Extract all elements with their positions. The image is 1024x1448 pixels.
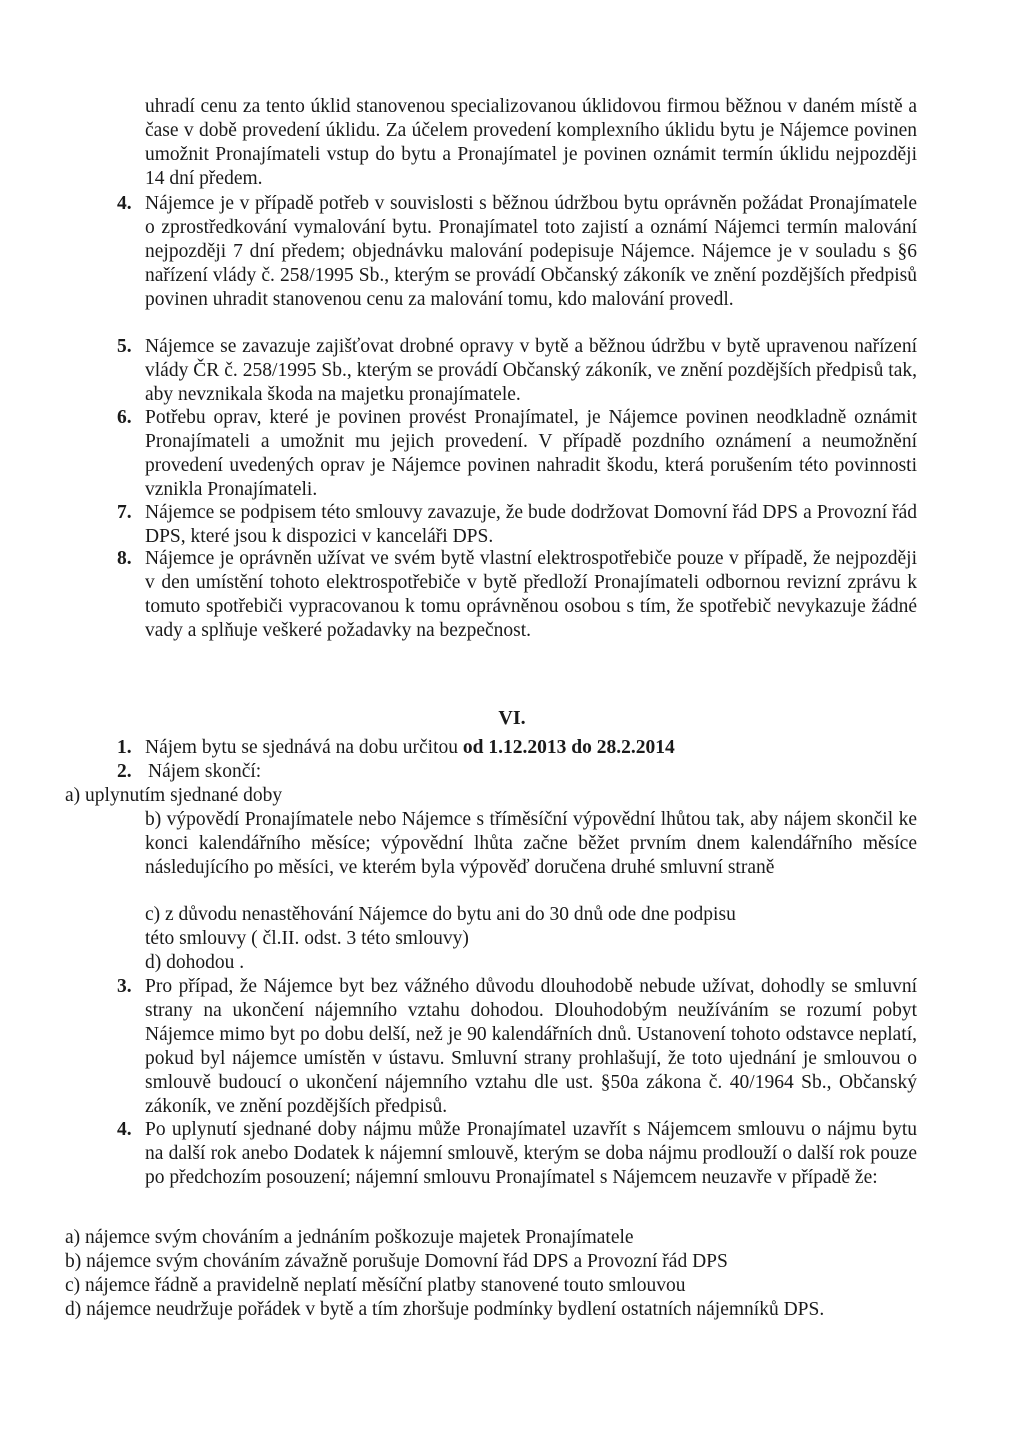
vi-item-1-number: 1. [117, 737, 132, 758]
vi-item-2-text: Nájem skončí: [148, 761, 262, 782]
vi-item-1-lead: Nájem bytu se sjednává na dobu určitou [145, 737, 458, 758]
vi-item-2-c-line1: c) z důvodu nenastěhování Nájemce do bytu ani do 30 dnů ode dne podpisu [145, 904, 736, 925]
vi-item-2-c-line2: této smlouvy ( čl.II. odst. 3 této smlouvy) [145, 928, 469, 949]
item-7-number: 7. [117, 502, 132, 523]
vi-item-2-d: d) dohodou . [145, 952, 245, 973]
vi-item-4-number: 4. [117, 1119, 132, 1140]
vi-item-3-text: Pro případ, že Nájemce byt bez vážného důvodu dlouhodobě nebude užívat, dohodly se smluvní strany na ukončení nájemního vztahu dohodou. Dlouhodobým neužíváním se rozumí pobyt Nájemce mimo byt po dobu delší, než je 90 kalendářních dnů. Ustanovení tohoto odstavce neplatí, pokud byl nájemce umístěn v ústavu. Smluvní strany prohlašují, že toto ujednání je smlouvou o smlouvě budoucí o ukončení nájemního vztahu dle ust. §50a zákona č. 40/1964 Sb., Občanský zákoník, ve znění pozdějších předpisů. [145, 976, 917, 1118]
vi-item-3-number: 3. [117, 976, 132, 997]
item-4-text: Nájemce je v případě potřeb v souvislosti s běžnou údržbou bytu oprávněn požádat Pronajímatele o zprostředkování vymalování bytu. Pronajímatel toto zajistí a oznámí Nájemci termín malování nejpozději 7 dní předem; objednávku malování podepisuje Nájemce. Nájemce je v souladu s §6 nařízení vlády č. 258/1995 Sb., kterým se provádí Občanský zákoník ve znění pozdějších předpisů povinen uhradit stanovenou cenu za malování tomu, kdo malování provedl. [145, 193, 917, 311]
item-7-text: Nájemce se podpisem této smlouvy zavazuje, že bude dodržovat Domovní řád DPS a Provozní řád DPS, které jsou k dispozici v kanceláři DPS. [145, 502, 917, 548]
vi-item-2-b: b) výpovědí Pronajímatele nebo Nájemce s tříměsíční výpovědní lhůtou tak, aby nájem skončil ke konci kalendářního měsíce; výpovědní lhůta začne běžet prvním dnem kalendářního měsíce následujícího po měsíci, ve kterém byla výpověď doručena druhé smluvní straně [145, 809, 917, 879]
item-8-text: Nájemce je oprávněn užívat ve svém bytě vlastní elektrospotřebiče pouze v případě, že nejpozději v den umístění tohoto elektrospotřebiče v bytě předloží Pronajímateli odbornou revizní zprávu k tomuto spotřebiči vypracovanou k tomu oprávněnou osobou s tím, že spotřebič nevykazuje žádné vady a splňuje veškeré požadavky na bezpečnost. [145, 548, 917, 642]
item-5-text: Nájemce se zavazuje zajišťovat drobné opravy v bytě a běžnou údržbu v bytě upravenou nařízení vlády ČR č. 258/1995 Sb., kterým se provádí Občanský zákoník, ve znění pozdějších předpisů tak, aby nevznikala škoda na majetku pronajímatele. [145, 336, 917, 406]
item-8-number: 8. [117, 548, 132, 569]
section-heading-vi: VI. [498, 707, 526, 729]
vi-item-4-text: Po uplynutí sjednané doby nájmu může Pronajímatel uzavřít s Nájemcem smlouvu o nájmu bytu na další rok anebo Dodatek k nájemní smlouvě, kterým se doba nájmu prodlouží o další rok pouze po předchozím posouzení; nájemní smlouvu Pronajímatel s Nájemcem neuzavře v případě že: [145, 1119, 917, 1189]
condition-c: c) nájemce řádně a pravidelně neplatí měsíční platby stanovené touto smlouvou [65, 1275, 686, 1296]
vi-item-1-text [145, 736, 675, 760]
item-4-number: 4. [117, 193, 132, 214]
item-5-number: 5. [117, 336, 132, 357]
vi-item-1-dates: od 1.12.2013 do 28.2.2014 [462, 737, 675, 758]
condition-d: d) nájemce neudržuje pořádek v bytě a tím zhoršuje podmínky bydlení ostatních nájemníků DPS. [65, 1299, 825, 1320]
paragraph-3-continuation: uhradí cenu za tento úklid stanovenou specializovanou úklidovou firmou běžnou v daném místě a čase v době provedení úklidu. Za účelem provedení komplexního úklidu bytu je Nájemce povinen umožnit Pronajímateli vstup do bytu a Pronajímatel je povinen oznámit termín úklidu nejpozději 14 dní předem. [145, 96, 917, 190]
vi-item-2-number: 2. [117, 761, 132, 782]
vi-item-2-a: a) uplynutím sjednané doby [65, 785, 283, 806]
condition-a: a) nájemce svým chováním a jednáním poškozuje majetek Pronajímatele [65, 1227, 634, 1248]
item-6-text: Potřebu oprav, které je povinen provést Pronajímatel, je Nájemce povinen neodkladně oznámit Pronajímateli a umožnit mu jejich provedení. V případě pozdního oznámení a neumožnění provedení uvedených oprav je Nájemce povinen nahradit škodu, která porušením této povinnosti vznikla Pronajímateli. [145, 407, 917, 501]
condition-b: b) nájemce svým chováním závažně porušuje Domovní řád DPS a Provozní řád DPS [65, 1251, 728, 1272]
item-6-number: 6. [117, 407, 132, 428]
